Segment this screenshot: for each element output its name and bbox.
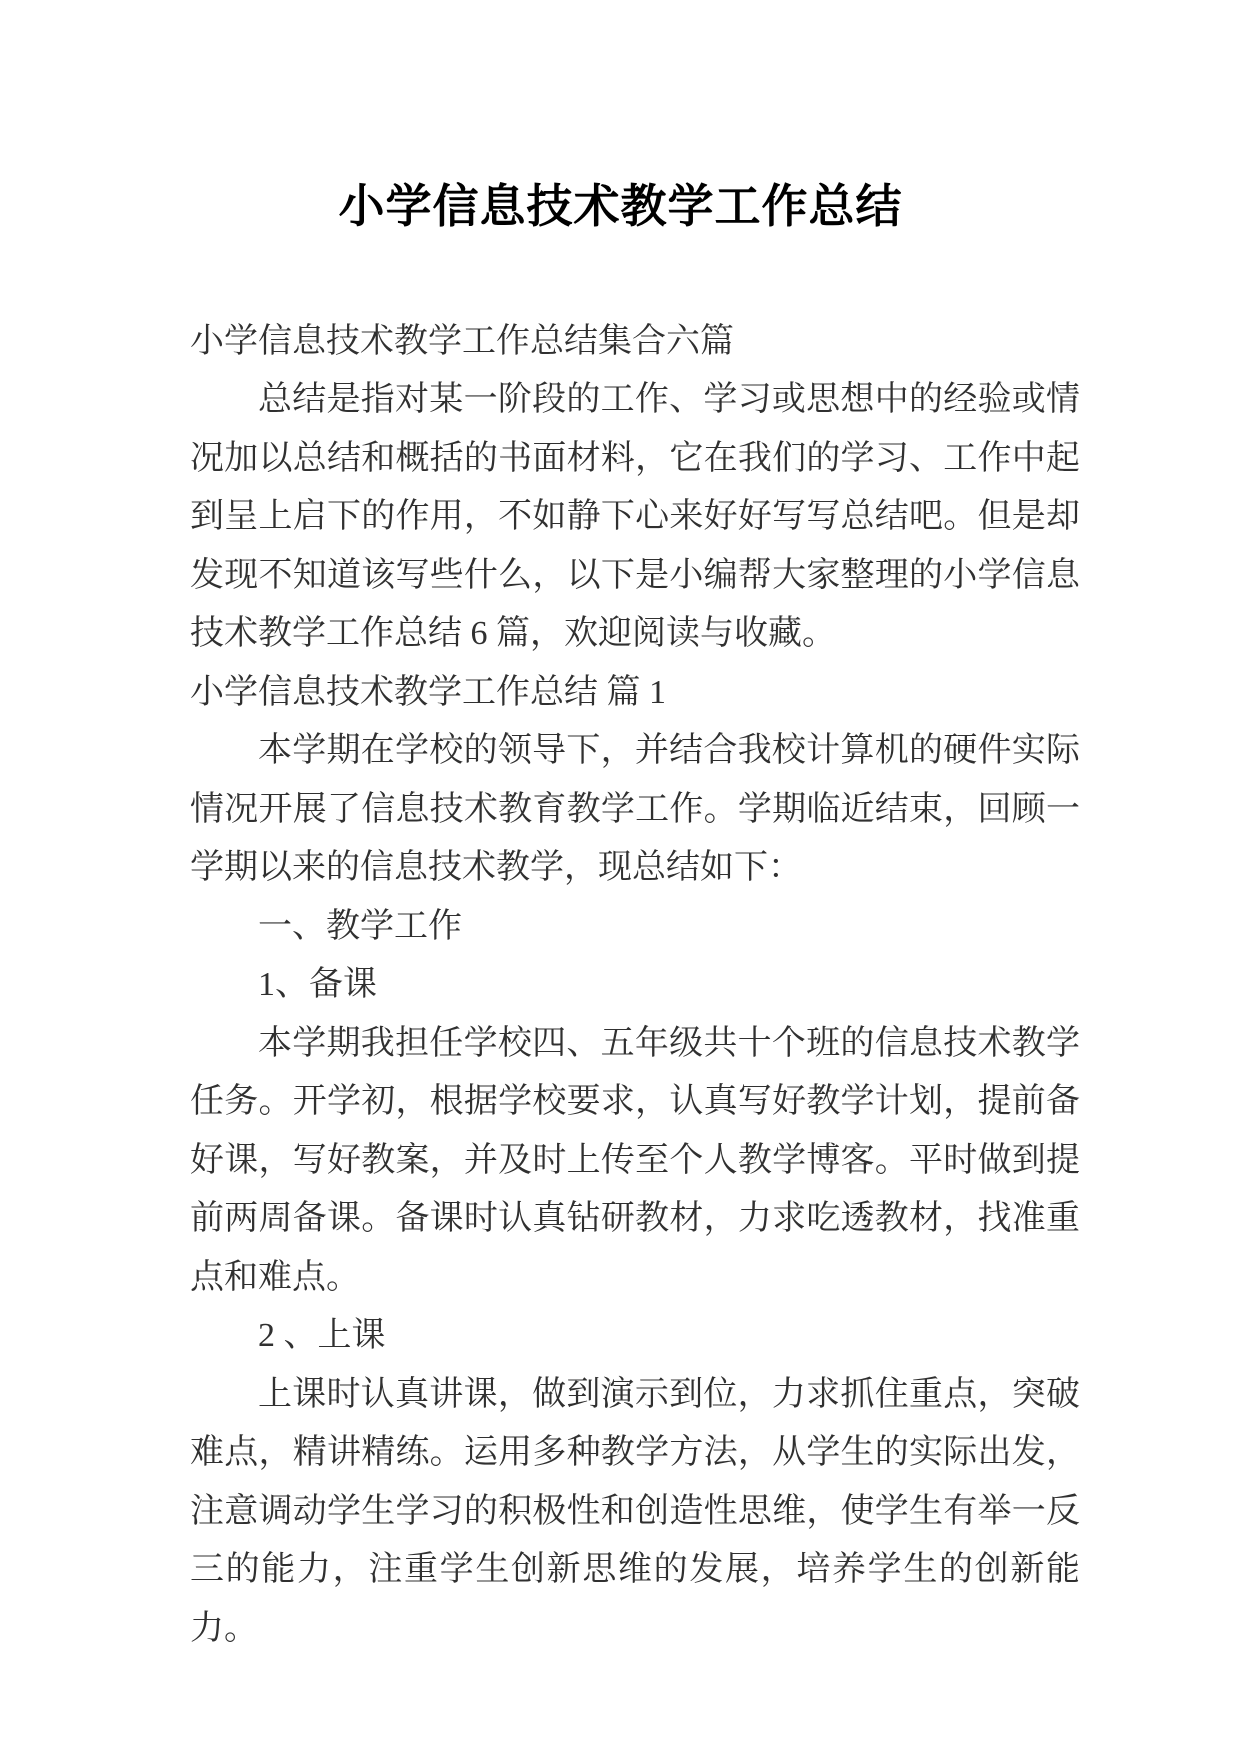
paragraph-lesson-delivery: 上课时认真讲课，做到演示到位，力求抓住重点，突破难点，精讲精练。运用多种教学方法，从学生的实际出发，注意调动学生学习的积极性和创造性思维，使学生有举一反三的能力，注重学生创新思维的发展，培养学生的创新能力。 bbox=[190, 1375, 1080, 1647]
heading-lesson-delivery: 2 、上课 bbox=[258, 1317, 386, 1355]
document-body bbox=[190, 313, 1080, 1659]
paragraph-preface: 总结是指对某一阶段的工作、学习或思想中的经验或情况加以总结和概括的书面材料，它在我们的学习、工作中起到呈上启下的作用，不如静下心来好好写写总结吧。但是却发现不知道该写些什么，以下是小编帮大家整理的小学信息技术教学工作总结 6 篇，欢迎阅读与收藏。 bbox=[190, 381, 1080, 653]
paragraph-piece1-heading: 小学信息技术教学工作总结 篇 1 bbox=[190, 673, 666, 711]
document-title: 小学信息技术教学工作总结 bbox=[338, 180, 903, 232]
paragraph-collection-title: 小学信息技术教学工作总结集合六篇 bbox=[190, 322, 734, 360]
paragraph-lesson-prep: 本学期我担任学校四、五年级共十个班的信息技术教学任务。开学初，根据学校要求，认真写好教学计划，提前备好课，写好教案，并及时上传至个人教学博客。平时做到提前两周备课。备课时认真钻研教材，力求吃透教材，找准重点和难点。 bbox=[190, 1024, 1080, 1296]
heading-lesson-prep: 1、备课 bbox=[258, 966, 377, 1004]
paragraph-piece1-intro: 本学期在学校的领导下，并结合我校计算机的硬件实际情况开展了信息技术教育教学工作。学期临近结束，回顾一学期以来的信息技术教学，现总结如下： bbox=[190, 732, 1080, 887]
heading-teaching-work: 一、教学工作 bbox=[258, 907, 462, 945]
